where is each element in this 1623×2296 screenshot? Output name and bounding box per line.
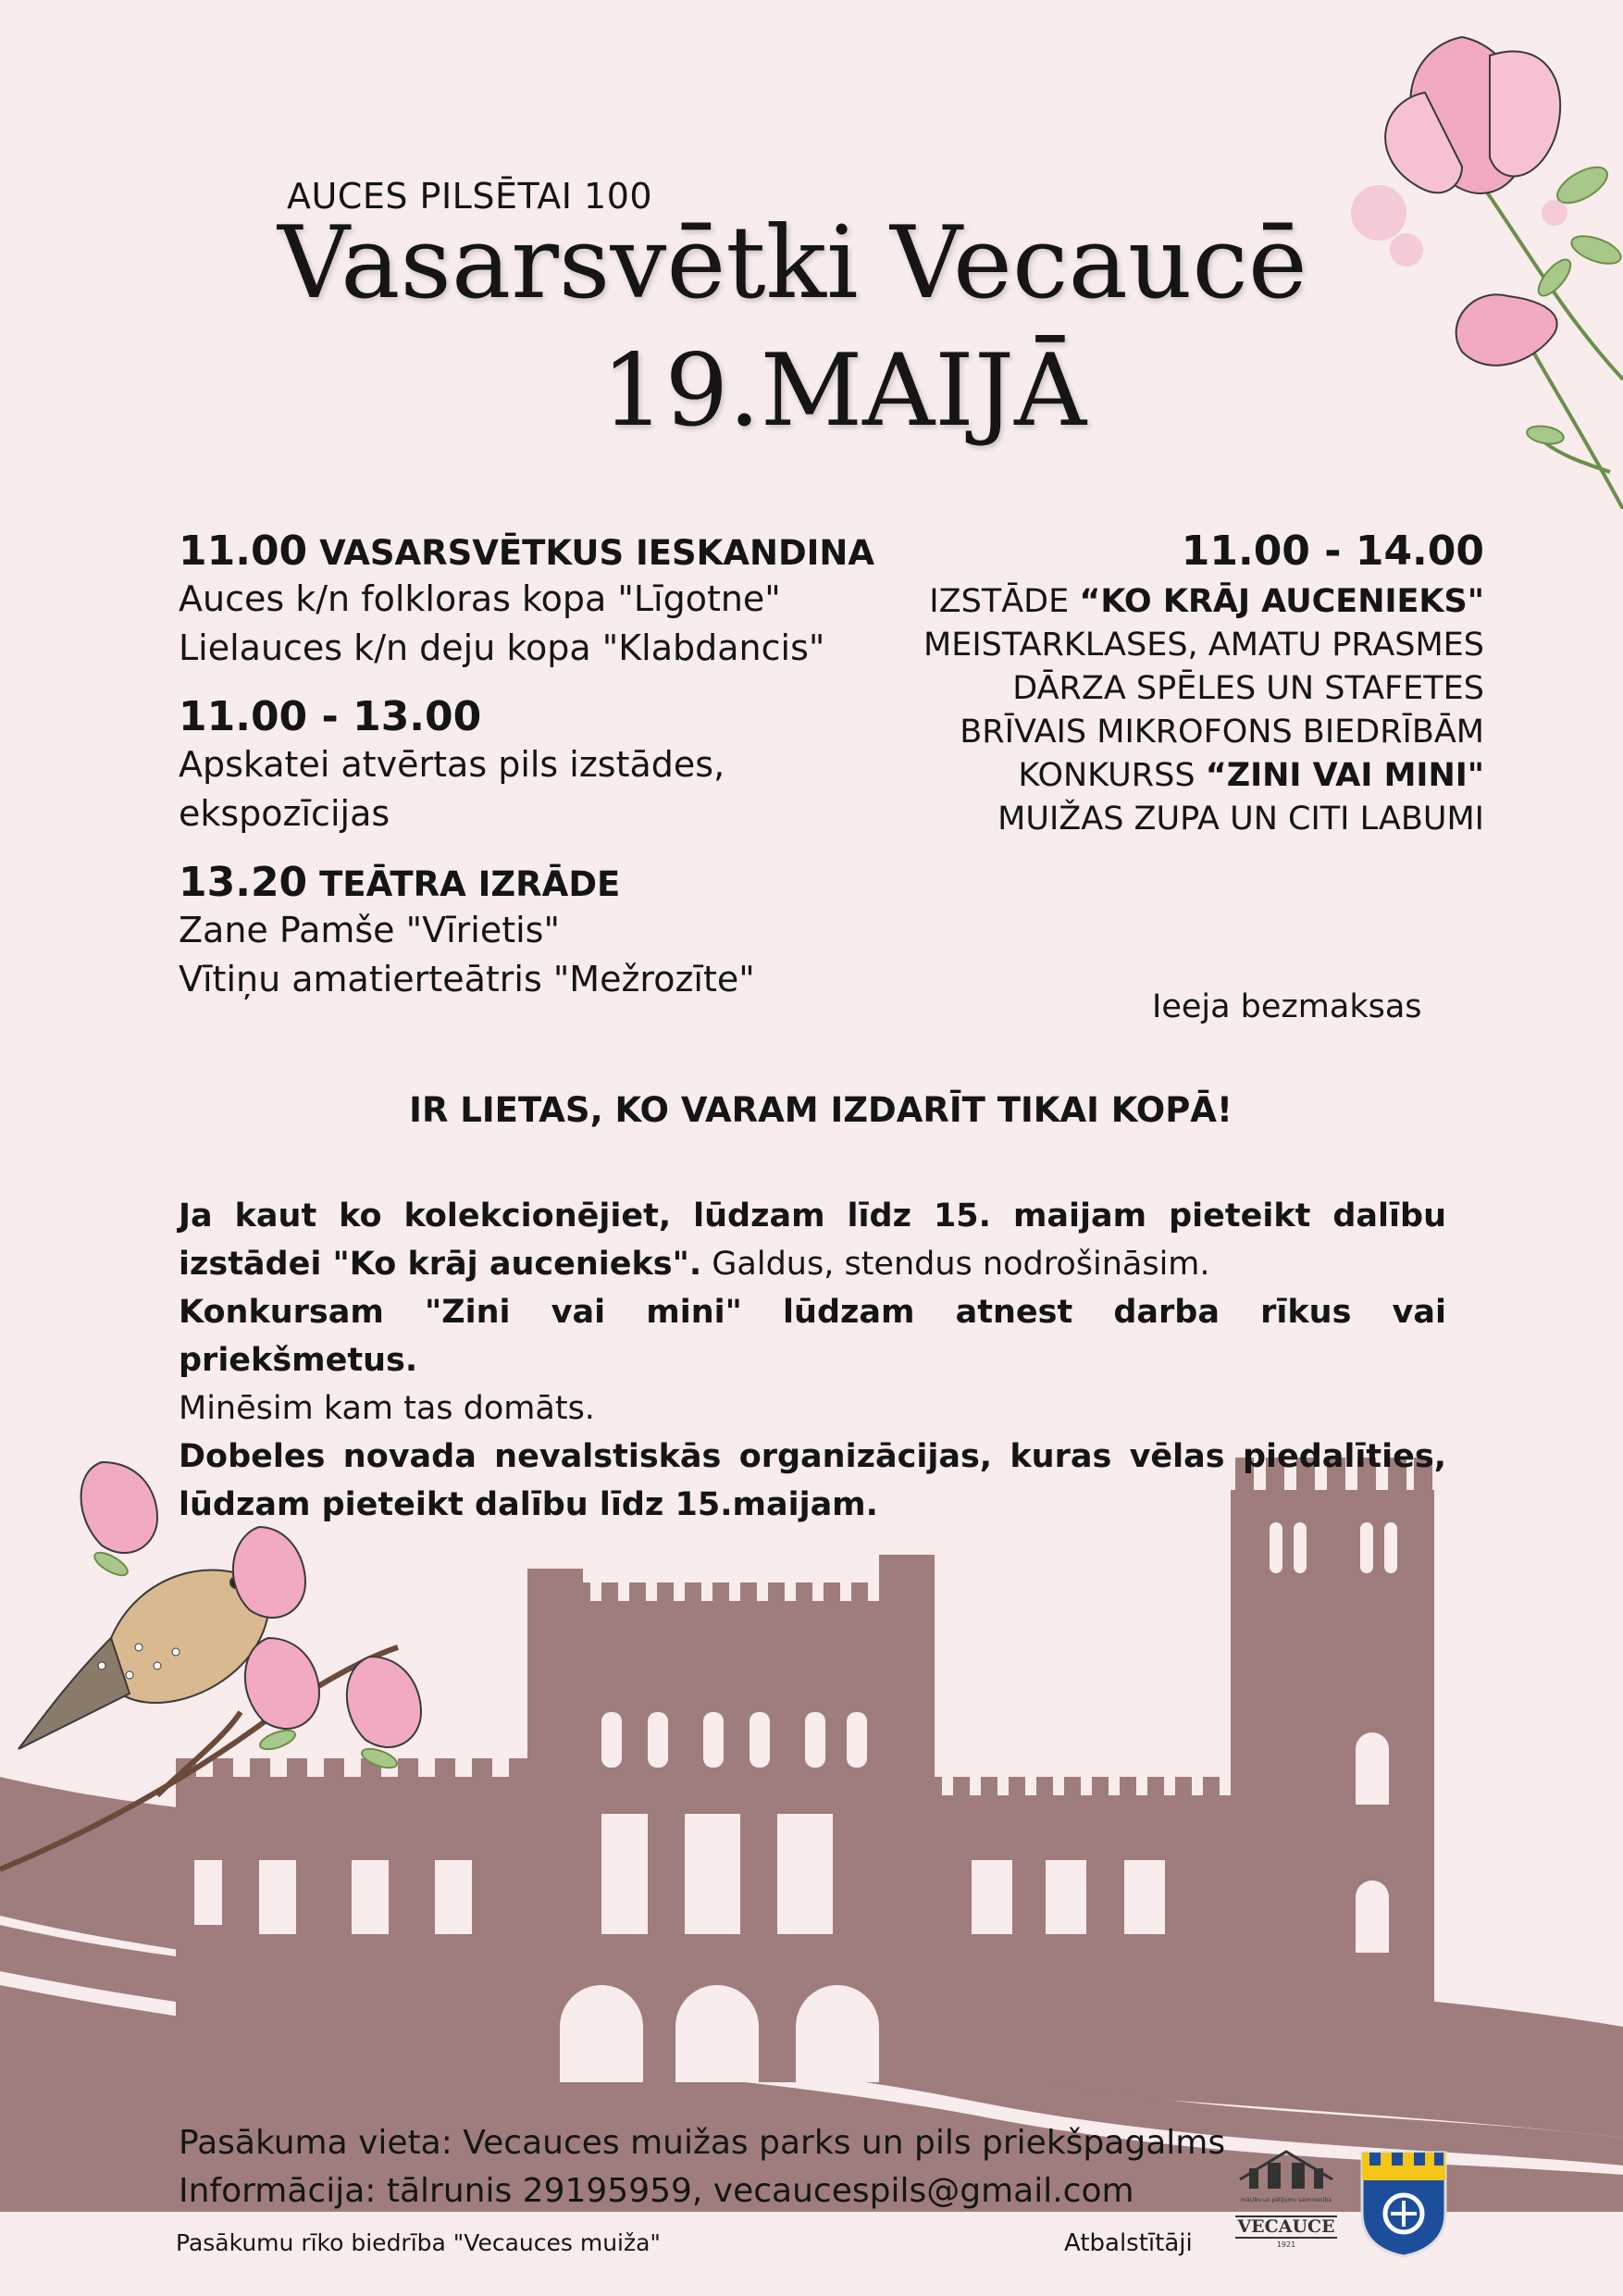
program-line: ekspozīcijas <box>179 793 390 834</box>
program-time: 11.00 <box>179 527 308 575</box>
program-heading: TEĀTRA IZRĀDE <box>307 864 621 904</box>
program-line: Lielauces k/n deju kopa "Klabdancis" <box>179 627 825 668</box>
program-time: 11.00 - 13.00 <box>179 693 482 740</box>
info-text <box>179 1192 1446 1529</box>
coat-of-arms-icon <box>1358 2149 1449 2258</box>
info-normal-1: Galdus, stendus nodrošināsim. <box>701 1246 1210 1283</box>
program-line: MEISTARKLASES, AMATU PRASMES <box>923 627 1484 664</box>
venue-text: Pasākuma vieta: Vecauces muižas parks un pils priekšpagalms <box>179 2124 1226 2162</box>
info-normal-2: Minēsim kam tas domāts. <box>179 1390 595 1427</box>
logo-tagline: mācību un pētījumu saimniecība <box>1241 2197 1332 2203</box>
program-line: Zane Pamše "Vīrietis" <box>179 910 560 950</box>
info-bold-3: Dobeles novada nevalstiskās organizācijas, kuras vēlas piedalīties, lūdzam pieteikt dalību līdz 15.maijam. <box>179 1438 1446 1523</box>
supporters-label: Atbalstītāji <box>1064 2229 1193 2257</box>
organizer-text: Pasākumu rīko biedrība "Vecauces muiža" <box>176 2229 661 2256</box>
program-line: MUIŽAS ZUPA UN CITI LABUMI <box>997 800 1484 838</box>
program-time: 11.00 - 14.00 <box>1181 527 1484 575</box>
program-line: DĀRZA SPĒLES UN STAFETES <box>1012 670 1484 707</box>
logo-year: 1921 <box>1276 2240 1296 2249</box>
program-right <box>744 527 1484 841</box>
contact-text: Informācija: tālrunis 29195959, vecaucespils@gmail.com <box>179 2172 1134 2210</box>
program-time: 13.20 <box>179 859 308 906</box>
event-subtitle: AUCES PILSĒTAI 100 <box>287 176 653 217</box>
slogan: IR LIETAS, KO VARAM IZDARĪT TIKAI KOPĀ! <box>409 1090 1233 1130</box>
event-date: 19.MAIJĀ <box>601 333 1087 449</box>
vecauce-logo <box>1231 2142 1342 2252</box>
program-line: IZSTĀDE “KO KRĀJ AUCENIEKS" <box>929 583 1484 620</box>
program-line: BRĪVAIS MIKROFONS BIEDRĪBĀM <box>960 714 1484 751</box>
program-line: Apskatei atvērtas pils izstādes, <box>179 744 725 785</box>
event-title: Vasarsvētki Vecaucē <box>278 205 1307 321</box>
program-line: Vītiņu amatierteātris "Mežrozīte" <box>179 959 755 999</box>
program-line: KONKURSS “ZINI VAI MINI" <box>1018 757 1484 794</box>
entry-note: Ieeja bezmaksas <box>1152 988 1422 1025</box>
logo-name: VECAUCE <box>1237 2216 1335 2237</box>
program-heading: VASARSVĒTKUS IESKANDINA <box>307 533 875 573</box>
info-bold-2: Konkursam "Zini vai mini" lūdzam atnest darba rīkus vai priekšmetus. <box>179 1294 1446 1379</box>
program-line: Auces k/n folkloras kopa "Līgotne" <box>179 578 781 619</box>
info-bold-1: Ja kaut ko kolekcionējiet, lūdzam līdz 15. maijam pieteikt dalību izstādei "Ko krāj aucenieks". <box>179 1198 1446 1283</box>
program-item <box>179 859 900 1004</box>
